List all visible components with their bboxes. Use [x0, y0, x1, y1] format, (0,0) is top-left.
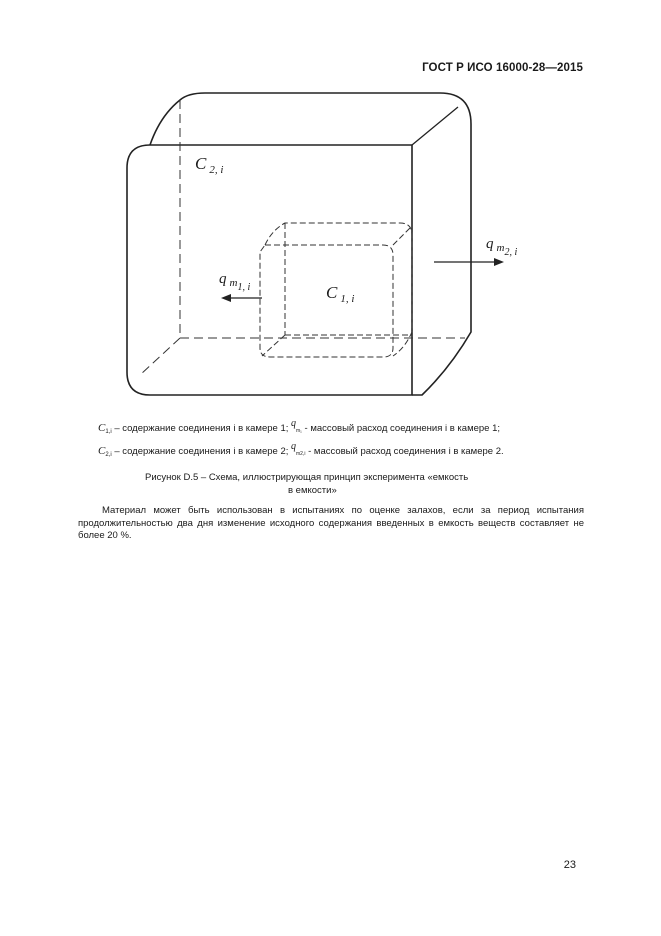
- c2-symbol: C: [98, 445, 106, 457]
- q2-description: - массовый расход соединения i в камере 2.: [308, 446, 504, 457]
- c1-symbol: C: [98, 422, 106, 434]
- q1-description: - массовый расход соединения i в камере 1;: [304, 423, 501, 434]
- c2-description: – содержание соединения i в камере 2;: [114, 446, 289, 457]
- figure-caption: [145, 471, 525, 497]
- flow-out-label: q $_{m2, i}$: [486, 236, 518, 258]
- chamber-diagram: [0, 0, 661, 420]
- inner-concentration-label: C $_{1, i}$: [326, 283, 355, 305]
- outer-chamber-back: [150, 93, 471, 395]
- q2-symbol: q: [291, 441, 297, 452]
- standard-header: ГОСТ Р ИСО 16000-28—2015: [422, 62, 583, 74]
- caption-line-1: Рисунок D.5 – Схема, иллюстрирующая принцип эксперимента «емкость: [145, 472, 469, 483]
- q2-subscript: m2,i: [296, 451, 306, 457]
- flow-in-arrow: [221, 294, 262, 302]
- c1-subscript: 1,i: [105, 429, 112, 435]
- legend-row-2: [98, 441, 504, 458]
- legend-row-1: [98, 418, 501, 435]
- c1-description: – содержание соединения i в камере 1;: [114, 423, 289, 434]
- flow-out-arrow: [434, 258, 504, 266]
- c2-subscript: 2,i: [105, 452, 112, 458]
- q1-symbol: q: [291, 418, 297, 429]
- body-paragraph: Материал может быть использован в испытаниях по оценке залахов, если за период испытания продолжительностью два дня изменение исходного содержания введенных в емкость веществ составляет не более 20 %.: [78, 505, 584, 542]
- caption-line-2: в емкости»: [288, 485, 337, 496]
- q1-subscript: m₁: [296, 428, 302, 434]
- outer-concentration-label: C $_{2, i}$: [195, 154, 224, 176]
- flow-in-label: q $_{m1, i}$: [219, 271, 251, 293]
- outer-edge-diag-top: [412, 107, 458, 145]
- page-number: 23: [563, 859, 576, 871]
